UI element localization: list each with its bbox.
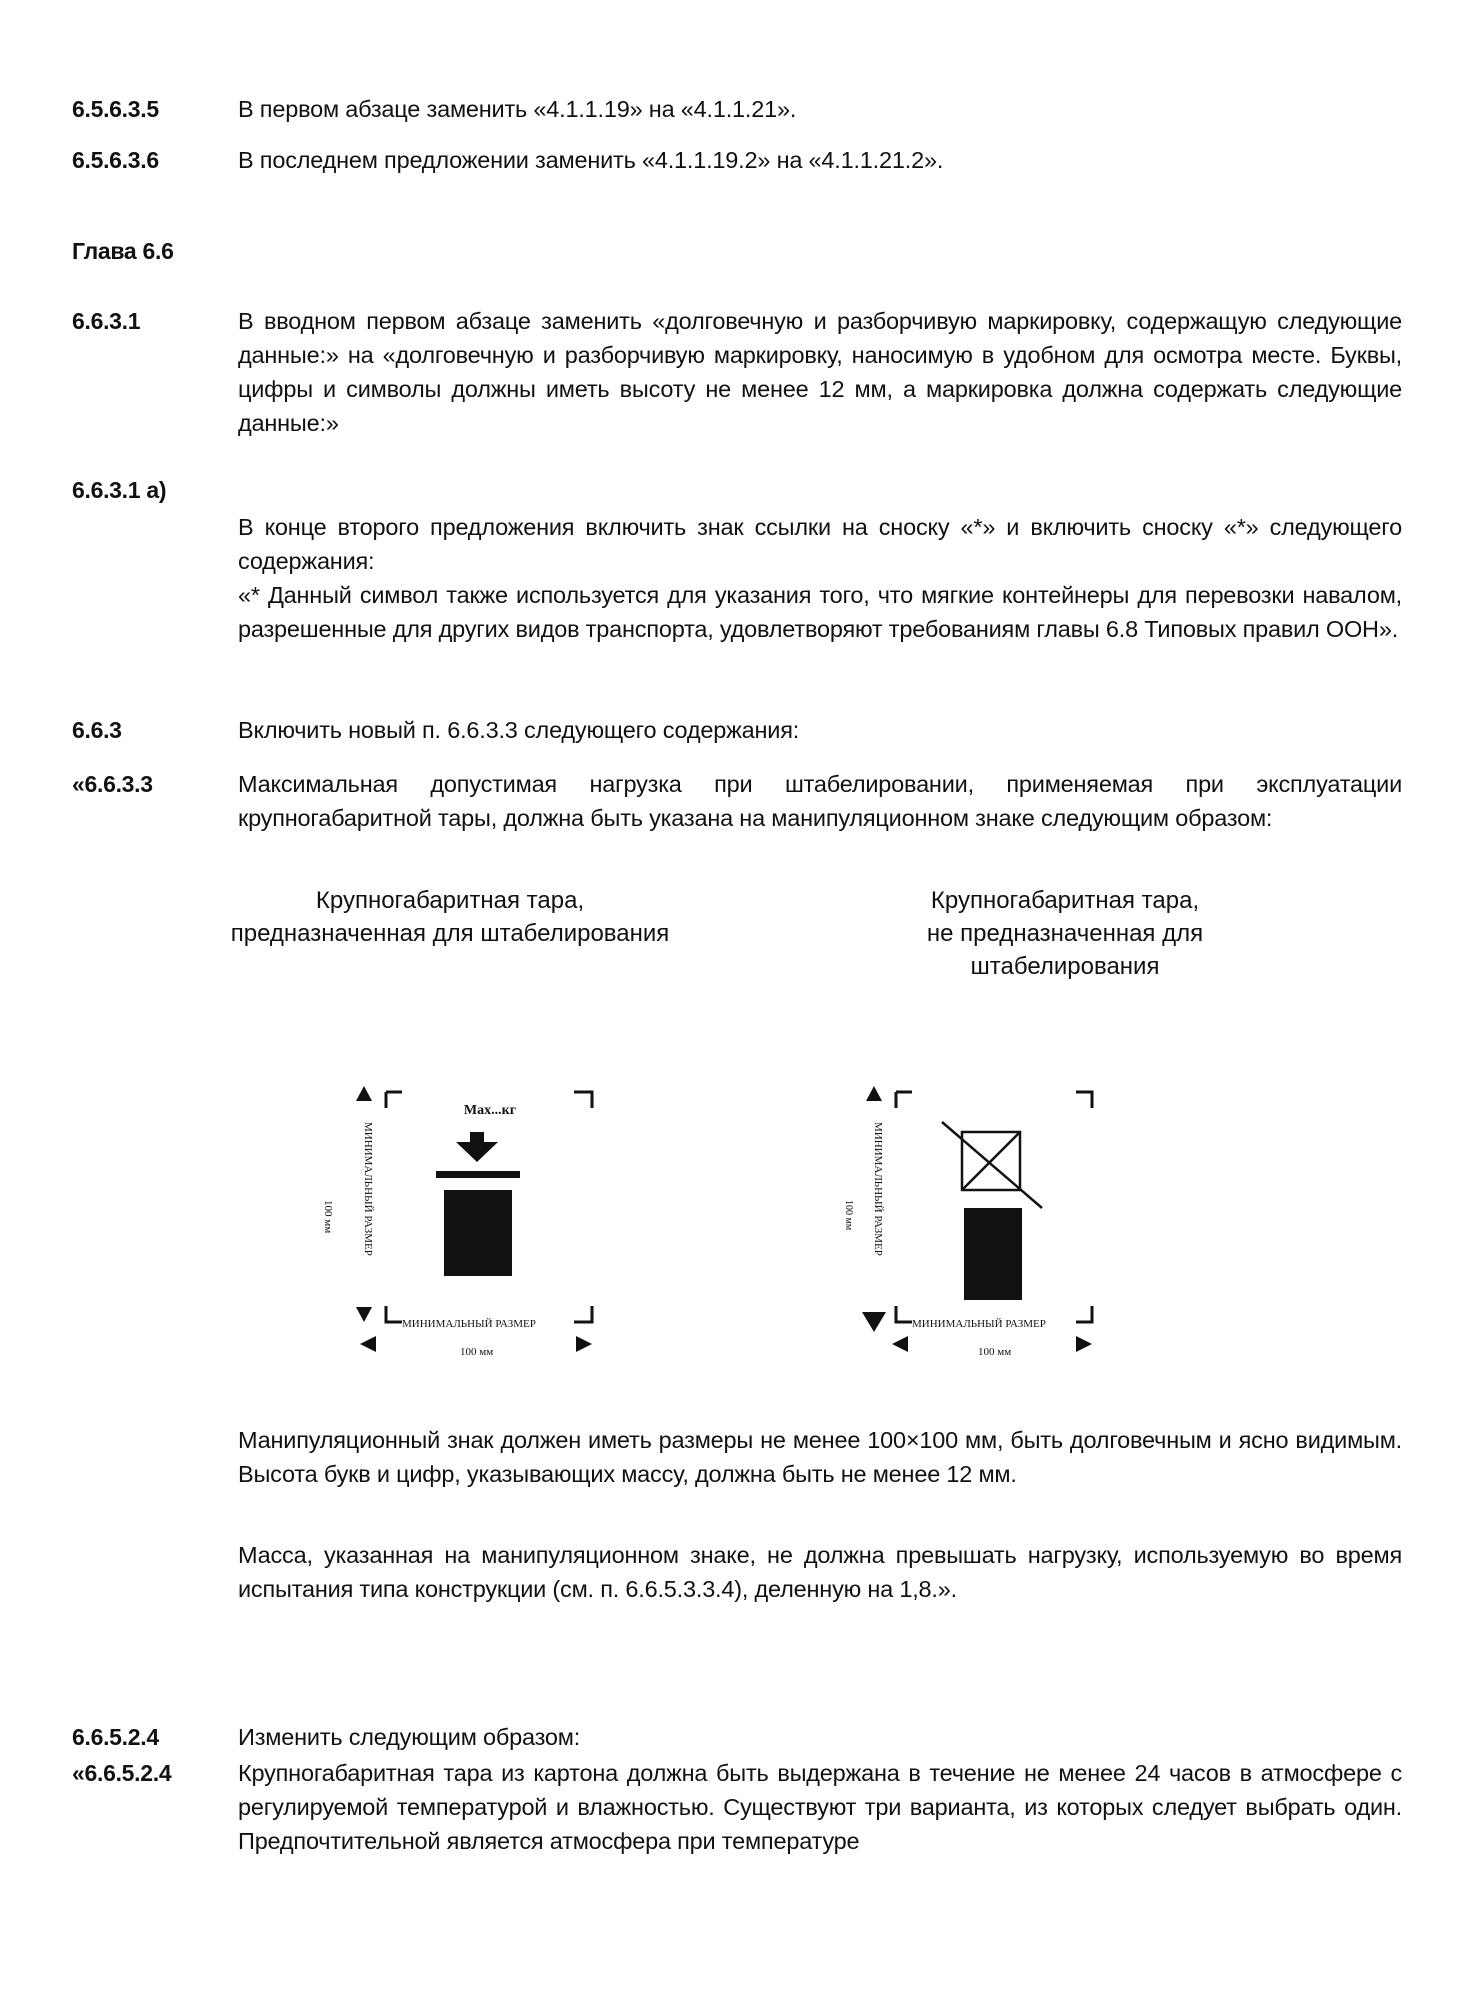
section-text: Изменить следующим образом: [238, 1724, 581, 1750]
arrow-up-icon [866, 1086, 882, 1101]
arrow-up-icon [356, 1086, 372, 1101]
section-number: 6.6.5.2.4 [72, 1724, 159, 1750]
left-figure-caption [150, 884, 750, 950]
section-number: «6.6.3.3 [72, 771, 153, 797]
paragraph: В конце второго предложения включить знак ссылки на сноску «*» и включить сноску «*» следующего содержания: [238, 514, 1402, 574]
arrow-left-icon [892, 1336, 908, 1352]
stacking-load-mark-figure [300, 1080, 620, 1380]
caption-line: Крупногабаритная тара, [930, 887, 1200, 914]
not-stackable-mark-figure [830, 1080, 1150, 1380]
paragraph: Манипуляционный знак должен иметь размеры не менее 100×100 мм, быть долговечным и ясно видимым. Высота букв и цифр, указывающих массу, должна быть не менее 12 мм. [238, 1427, 1402, 1487]
arrow-right-icon [1076, 1336, 1092, 1352]
package-box [444, 1190, 512, 1276]
section-text: Максимальная допустимая нагрузка при штабелировании, применяемая при эксплуатации крупногабаритной тары, должна быть указана на манипуляционном знаке следующим образом: [238, 771, 1402, 831]
corner-mark [574, 1092, 592, 1108]
section-number: 6.6.3.1 а) [72, 477, 167, 503]
load-bar [436, 1171, 520, 1178]
size-horizontal-label: 100 мм [978, 1346, 1012, 1358]
caption-line: штабелирования [970, 953, 1160, 980]
caption-line: не предназначенная для [926, 920, 1204, 947]
corner-mark [1076, 1306, 1092, 1322]
corner-mark [574, 1306, 592, 1322]
package-box [964, 1208, 1022, 1300]
section-text: В вводном первом абзаце заменить «долговечную и разборчивую маркировку, содержащую следующие данные:» на «долговечную и разборчивую маркировку, наносимую в удобном для осмотра месте. Буквы, цифры и символы должны иметь высоту не менее 12 мм, а маркировка должна содержать следующие данные:» [238, 308, 1402, 436]
footnote-text: «* Данный символ также используется для указания того, что мягкие контейнеры для перевозки навалом, разрешенные для других видов транспорта, удовлетворяют требованиям главы 6.8 Типовых правил ООН». [238, 582, 1402, 642]
arrow-left-icon [360, 1336, 376, 1352]
cross-line-icon [942, 1122, 1042, 1208]
corner-mark [1076, 1092, 1092, 1108]
arrow-right-icon [576, 1336, 592, 1352]
corner-mark [896, 1092, 912, 1108]
paragraph: Масса, указанная на манипуляционном знаке, не должна превышать нагрузку, используемую во время испытания типа конструкции (см. п. 6.6.5.3.3.4), деленную на 1,8.». [238, 1542, 1402, 1602]
section-number: 6.6.3 [72, 717, 122, 743]
arrow-down-icon [356, 1307, 372, 1322]
caption-line: предназначенная для штабелирования [230, 920, 670, 947]
corner-mark [386, 1306, 402, 1322]
section-number: 6.6.3.1 [72, 308, 141, 334]
size-horizontal-label: 100 мм [460, 1346, 494, 1358]
section-text: В первом абзаце заменить «4.1.1.19» на «4.1.1.21». [238, 96, 797, 122]
caption-line: Крупногабаритная тара, [315, 887, 585, 914]
chapter-heading: Глава 6.6 [72, 238, 174, 264]
right-figure-caption [815, 884, 1315, 983]
max-mass-label: Max...кг [463, 1103, 517, 1118]
section-text: В последнем предложении заменить «4.1.1.19.2» на «4.1.1.21.2». [238, 147, 944, 173]
section-number: 6.5.6.3.6 [72, 147, 159, 173]
min-size-vertical-label: МИНИМАЛЬНЫЙ РАЗМЕР [362, 1122, 374, 1256]
corner-mark [896, 1306, 912, 1322]
size-vertical-label: 100 мм [843, 1200, 854, 1231]
mark-size-paragraph [238, 1423, 1402, 1491]
section-number: 6.5.6.3.5 [72, 96, 159, 122]
min-size-horizontal-label: МИНИМАЛЬНЫЙ РАЗМЕР [912, 1318, 1046, 1330]
mass-limit-paragraph [238, 1538, 1402, 1606]
arrow-down-icon [862, 1312, 886, 1332]
min-size-vertical-label: МИНИМАЛЬНЫЙ РАЗМЕР [872, 1122, 884, 1256]
section-text: Крупногабаритная тара из картона должна быть выдержана в течение не менее 24 часов в атмосфере с регулируемой температурой и влажностью. Существуют три варианта, из которых следует выбрать один. Предпочтительной является атмосфера при температуре [238, 1760, 1402, 1854]
section-6-6-3-1-a-body [238, 510, 1402, 646]
section-text: Включить новый п. 6.6.3.3 следующего содержания: [238, 717, 800, 743]
corner-mark [386, 1092, 402, 1108]
size-vertical-label: 100 мм [322, 1200, 334, 1234]
section-number: «6.6.5.2.4 [72, 1760, 172, 1786]
min-size-horizontal-label: МИНИМАЛЬНЫЙ РАЗМЕР [402, 1318, 536, 1330]
load-arrow-icon [456, 1132, 498, 1162]
